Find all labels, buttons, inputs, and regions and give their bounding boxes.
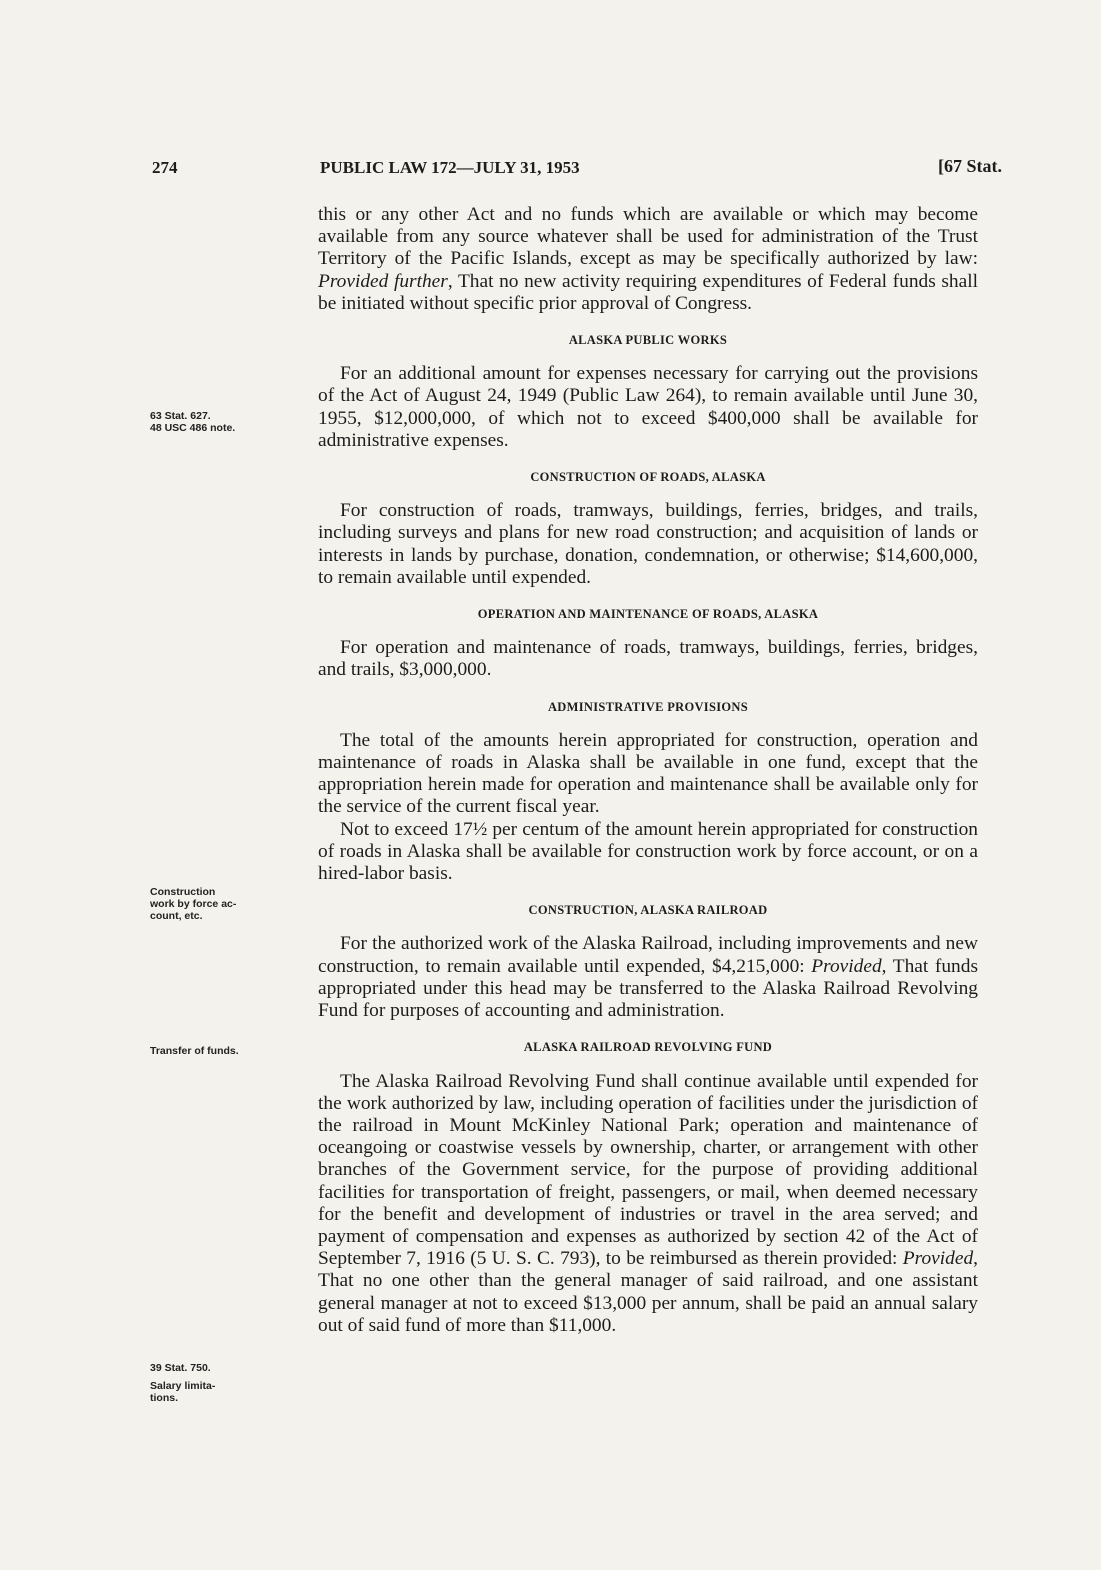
paragraph: For construction of roads, tramways, buildings, ferries, bridges, and trails, including surveys and plans for new road construction; and acquisition of lands or interests in lands by purchase, donation, condemnation, or otherwise; $14,600,000, to remain available until expended. [318, 500, 978, 588]
margin-note-line: tions. [150, 1392, 178, 1404]
section-heading: ALASKA RAILROAD REVOLVING FUND [523, 1040, 773, 1055]
text-run: , That no new activity requiring expenditures of Federal funds shall be initiated without specific prior approval of Congress. [318, 270, 979, 314]
margin-note-line: 48 USC 486 note. [150, 422, 236, 434]
margin-note-line: work by force ac- [150, 898, 237, 910]
italic-run: Provided [902, 1248, 974, 1270]
paragraph: For an additional amount for expenses necessary for carrying out the provisions of the Act of August 24, 1949 (Public Law 264), to remain available until June 30, 1955, $12,000,000, of which not to exceed $400,000 shall be available for administrative expenses. [318, 363, 978, 451]
paragraph [318, 1071, 978, 1337]
section-heading: OPERATION AND MAINTENANCE OF ROADS, ALASKA [477, 607, 819, 622]
text-run: , That no one other than the general manager of said railroad, and one assistant general manager at not to exceed $13,000 per annum, shall be paid an annual salary out of said fund of more than $11,000. [318, 1248, 978, 1336]
paragraph: For operation and maintenance of roads, tramways, buildings, ferries, bridges, and trails, $3,000,000. [318, 637, 978, 681]
text-run: , That funds appropriated under this head may be transferred to the Alaska Railroad Revolving Fund for purposes of accounting and administration. [318, 955, 978, 1022]
paragraph [318, 933, 978, 1022]
text-run: The Alaska Railroad Revolving Fund shall continue available until expended for the work authorized by law, including operation of facilities under the jurisdiction of the railroad in Mount McKinley National Park; operation and maintenance of oceangoing or coastwise vessels by ownership, charter, or arrangement with other branches of the Government service, for the purpose of providing additional facilities for transportation of freight, passengers, or mail, when deemed necessary for the benefit and development of industries or travel in the area served; and payment of compensation and expenses as authorized by section 42 of the Act of September 7, 1916 (5 U. S. C. 793), to be reimbursed as therein provided: [318, 1070, 978, 1270]
page-header [152, 156, 1002, 188]
margin-note-line: count, etc. [150, 910, 203, 922]
margin-note-transfer: Transfer of funds. [150, 1045, 239, 1057]
text-run: For the authorized work of the Alaska Railroad, including improvements and new construction, to remain available until expended, $4,215,000: [318, 933, 978, 977]
italic-run: Provided further [318, 270, 448, 292]
section-heading: CONSTRUCTION OF ROADS, ALASKA [530, 470, 766, 485]
section-heading: ADMINISTRATIVE PROVISIONS [547, 699, 748, 714]
italic-run: Provided [811, 955, 882, 977]
margin-note-salary [150, 1380, 215, 1404]
paragraph: Not to exceed 17½ per centum of the amount herein appropriated for construction of roads in Alaska shall be available for construction work by force account, or on a hired-labor basis. [318, 818, 978, 885]
section-heading: CONSTRUCTION, ALASKA RAILROAD [528, 903, 768, 918]
running-title: PUBLIC LAW 172—JULY 31, 1953 [320, 158, 580, 177]
margin-note-line: 63 Stat. 627. [150, 410, 211, 422]
text-run: this or any other Act and no funds which are available or which may become available from any source whatever shall be used for administration of the Trust Territory of the Pacific Islands, except as may be specifically authorized by law: [318, 204, 978, 270]
section-heading: ALASKA PUBLIC WORKS [568, 333, 728, 348]
paragraph [318, 204, 978, 315]
margin-note-stat-ref [150, 410, 235, 434]
margin-note-line: Salary limita- [150, 1380, 216, 1392]
document-body [318, 204, 978, 1337]
margin-note-line: Construction [150, 886, 216, 898]
margin-note-stat-750: 39 Stat. 750. [150, 1362, 211, 1374]
page-number: 274 [152, 158, 178, 177]
statute-reference: [67 Stat. [938, 156, 1002, 176]
paragraph: The total of the amounts herein appropriated for construction, operation and maintenance of roads in Alaska shall be available in one fund, except that the appropriation herein made for operation and maintenance shall be available only for the service of the current fiscal year. [318, 729, 978, 818]
margin-note-construction [150, 886, 236, 922]
